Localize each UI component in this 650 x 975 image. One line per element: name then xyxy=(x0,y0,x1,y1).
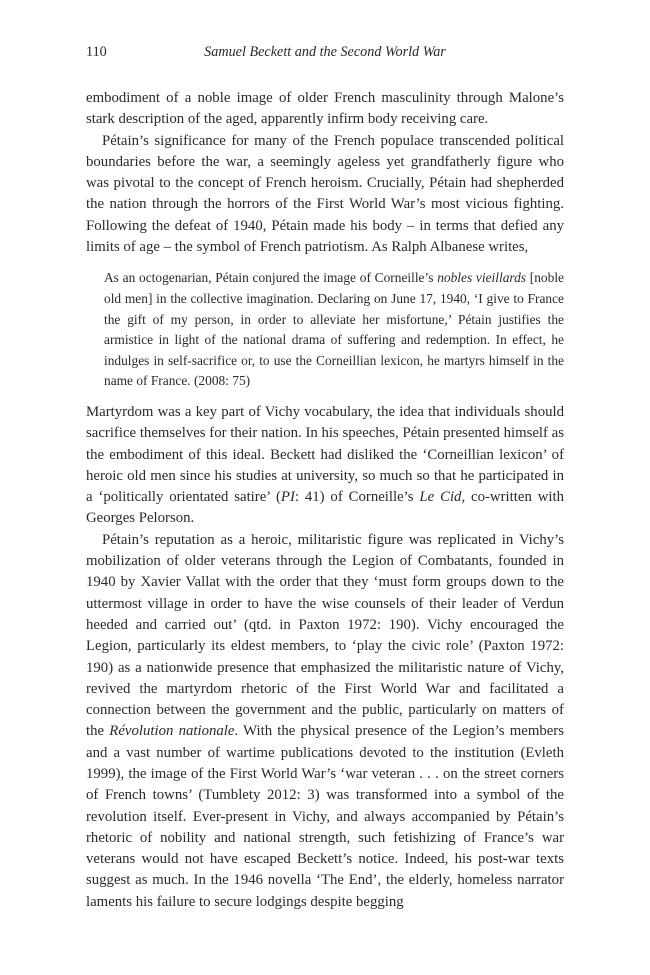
italic-term: Révolution nationale xyxy=(109,723,235,740)
running-head xyxy=(86,44,564,64)
book-title: Samuel Beckett and the Second World War xyxy=(204,44,446,60)
quote-part: [noble old men] in the collective imagination. Declaring on June 17, 1940, ‘I give to France the gift of my person, in order to alleviate her misfortune,’ Pétain justifies the armistice in light of the national drama of suffering and redemption. In effect, he indulges in self-sacrifice or, to use the Corneillian lexicon, he martyrs himself in the name of France. (2008: 75) xyxy=(104,270,564,389)
italic-title: Le Cid xyxy=(419,489,462,506)
paragraph-martyrdom xyxy=(86,402,564,530)
paragraph-continued: embodiment of a noble image of older French masculinity through Malone’s stark description of the aged, apparently infirm body receiving care. xyxy=(86,90,564,128)
body-text xyxy=(86,88,564,913)
page-number: 110 xyxy=(86,44,107,60)
text-run: . With the physical presence of the Legion’s members and a vast number of wartime publications devoted to the institution (Evleth 1999), the image of the First World War’s ‘war veteran . . . on the street corners of French towns’ (Tumblety 2012: 3) was transformed into a symbol of the revolution itself. Ever-present in Vichy, and always accompanied by Pétain’s rhetoric of nobility and national strength, such fetishizing of France’s war veterans would not have escaped Beckett’s notice. Indeed, his post-war texts suggest as much. In the 1946 novella ‘The End’, the elderly, homeless narrator laments his failure to secure lodgings despite begging xyxy=(86,723,564,910)
quote-italic-term: nobles vieillards xyxy=(437,270,527,286)
text-run: : 41) of Corneille’s xyxy=(294,489,420,506)
block-quote-albanese xyxy=(104,268,564,392)
quote-text xyxy=(104,268,564,392)
quote-part: As an octogenarian, Pétain conjured the image of Corneille’s xyxy=(104,270,438,286)
paragraph-legion xyxy=(86,530,564,913)
italic-abbrev: PI xyxy=(280,489,295,506)
paragraph-petain-significance: Pétain’s significance for many of the French populace transcended political boundaries before the war, a seemingly ageless yet grandfatherly figure who was pivotal to the concept of French heroism. Crucially, Pétain had shepherded the nation through the horrors of the First World War’s most vicious fighting. Following the defeat of 1940, Pétain made his body – in terms that defied any limits of age – the symbol of French patriotism. As Ralph Albanese writes, xyxy=(86,132,564,256)
text-run: Martyrdom was a key part of Vichy vocabulary, the idea that individuals should sacrifice themselves for their nation. In his speeches, Pétain presented himself as the embodiment of this ideal. Beckett had disliked the ‘Corneillian lexicon’ of heroic old men since his studies at university, so much so that he participated in a ‘politically orientated satire’ ( xyxy=(86,403,564,506)
text-run: , co-written with Georges Pelorson. xyxy=(86,489,565,527)
text-run: Pétain’s reputation as a heroic, militaristic figure was replicated in Vichy’s mobilization of older veterans through the Legion of Combatants, founded in 1940 by Xavier Vallat with the order that they ‘must form groups down to the uttermost village in order to have the wise counsels of their leader of Verdun heeded and carried out’ (qtd. in Paxton 1972: 190). Vichy encouraged the Legion, particularly its eldest members, to ‘play the civic role’ (Paxton 1972: 190) as a nationwide presence that emphasized the militaristic nature of Vichy, revived the martyrdom rhetoric of the First World War and facilitated a connection between the government and the public, particularly on matters of the xyxy=(86,531,564,740)
